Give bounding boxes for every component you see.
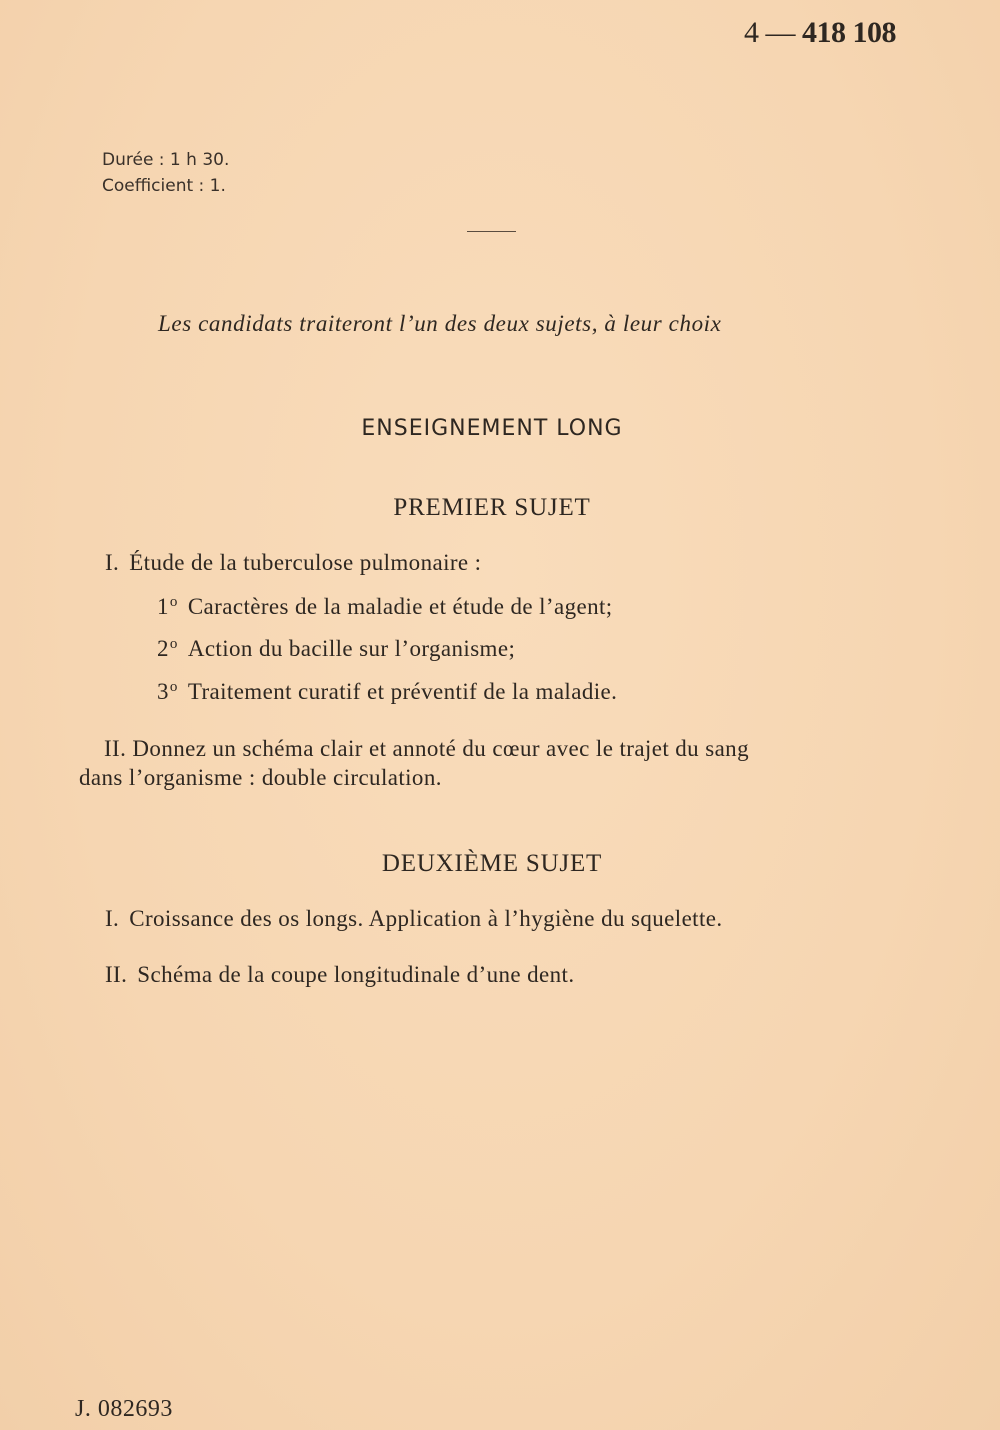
subject-1-item-2 — [157, 636, 515, 662]
question-text: Étude de la tuberculose pulmonaire : — [129, 550, 482, 575]
document-reference-bottom: J. 082693 — [75, 1396, 173, 1422]
section-title: ENSEIGNEMENT LONG — [361, 416, 623, 441]
subject-1-item-1 — [157, 594, 613, 620]
subject-1-question-2-line-2: dans l’organisme : double circulation. — [79, 765, 442, 790]
reference-prefix: 4 — — [744, 16, 795, 49]
instruction-text: Les candidats traiteront l’un des deux sujets, à leur choix — [158, 311, 722, 336]
document-reference-top — [744, 16, 896, 50]
item-text: Caractères de la maladie et étude de l’agent; — [187, 594, 613, 619]
question-text: Schéma de la coupe longitudinale d’une dent. — [137, 962, 575, 987]
question-text: Croissance des os longs. Application à l’hygiène du squelette. — [129, 906, 723, 931]
question-number: I. — [105, 906, 120, 931]
subject-2-title: DEUXIÈME SUJET — [381, 850, 603, 877]
question-number: I. — [105, 550, 120, 575]
exam-coefficient: Coefficient : 1. — [102, 176, 226, 196]
question-number: II. — [105, 962, 128, 987]
item-number: 2 — [157, 636, 169, 661]
item-ordinal: o — [169, 679, 178, 695]
reference-number: 418 108 — [802, 16, 896, 49]
subject-1-item-3 — [157, 679, 617, 705]
subject-2-question-1 — [105, 906, 723, 932]
item-number: 3 — [157, 679, 169, 704]
subject-1-question-2-line-1: II. Donnez un schéma clair et annoté du cœur avec le trajet du sang — [104, 736, 749, 761]
exam-duration: Durée : 1 h 30. — [102, 150, 230, 170]
subject-1-question-1 — [105, 550, 481, 576]
subject-1-title: PREMIER SUJET — [393, 494, 591, 521]
divider-rule — [467, 231, 516, 232]
item-number: 1 — [157, 594, 169, 619]
subject-2-question-2 — [105, 962, 575, 988]
item-text: Traitement curatif et préventif de la maladie. — [187, 679, 618, 704]
item-ordinal: o — [169, 594, 178, 610]
item-ordinal: o — [169, 636, 178, 652]
item-text: Action du bacille sur l’organisme; — [187, 636, 516, 661]
